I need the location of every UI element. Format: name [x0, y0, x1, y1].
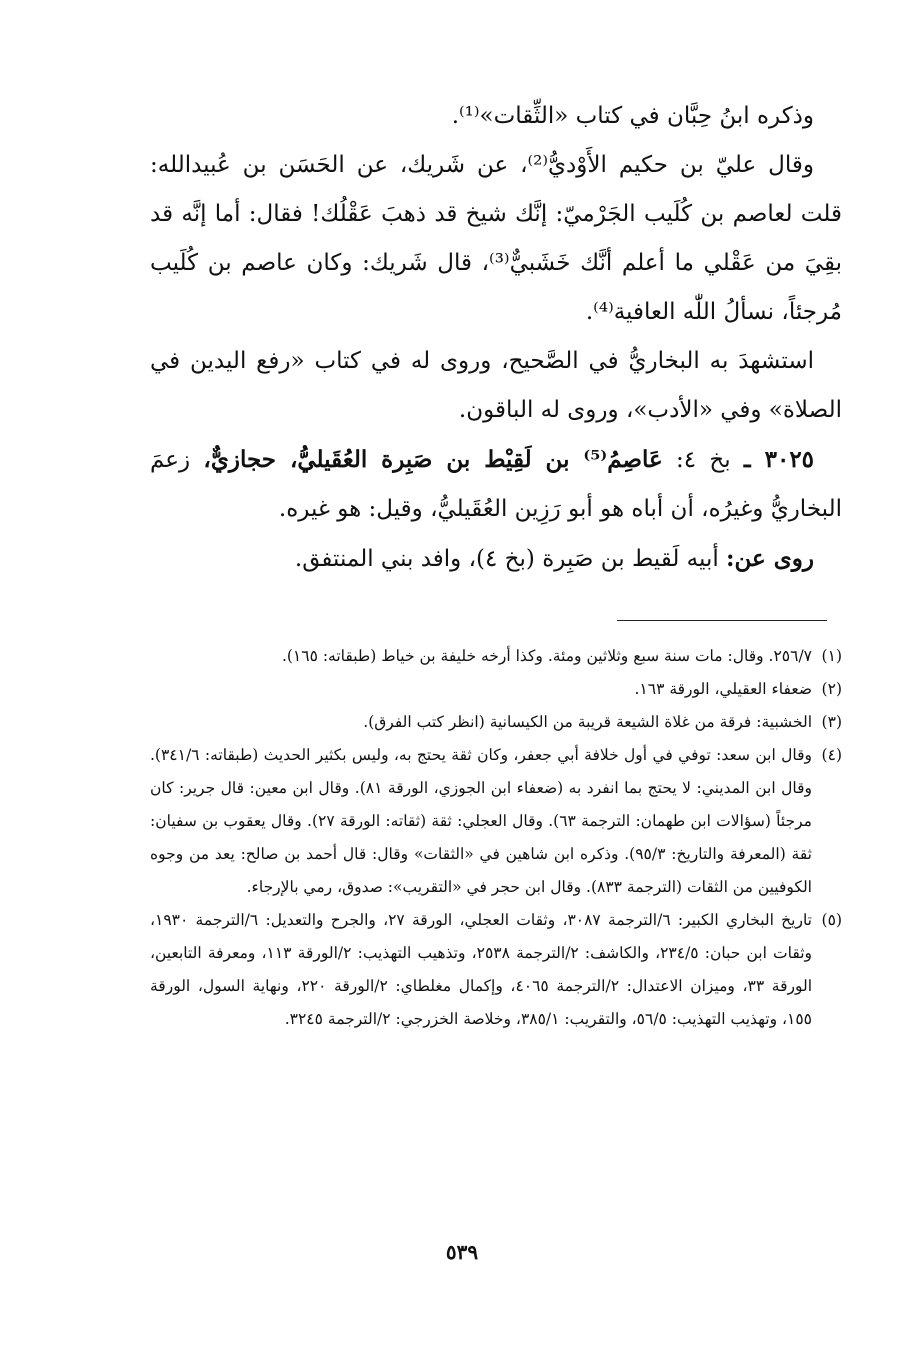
- footnote: [150, 673, 842, 706]
- footnote-mark: (٥): [821, 911, 842, 929]
- entry-description: زعمَ البخاريُّ وغيرُه، أن أباه هو أبو رَزِين العُقَيليُّ، وقيل: هو غيره.: [150, 447, 842, 522]
- page-number: ٥٣٩: [445, 1240, 479, 1264]
- footnote-text: الخشبية: فرقة من غلاة الشيعة قريبة من الكيسانية (انظر كتب الفرق).: [363, 713, 812, 731]
- paragraph-ibn-hibban: وذكره ابنُ حِبَّان في كتاب «الثِّقات»⁽¹⁾.: [451, 103, 814, 129]
- footnote: [150, 640, 842, 673]
- main-text: [150, 92, 842, 584]
- entry-name: عَاصِمُ⁽⁵⁾ بن لَقِيْط بن صَبِرة العُقَيليُّ، حجازيٌّ،: [203, 446, 663, 473]
- footnote-divider: [617, 620, 827, 621]
- footnote: [150, 739, 842, 904]
- entry-code: بخ ٤:: [676, 447, 731, 473]
- footnote: [150, 706, 842, 739]
- footnote-mark: (١): [821, 647, 842, 665]
- paragraph-bukhari: استشهدَ به البخاريُّ في الصَّحيح، وروى له في كتاب «رفع اليدين في الصلاة» وفي «الأدب»، وروى له الباقون.: [150, 348, 842, 423]
- rawa-text: أبيه لَقيط بن صَبِرة (بخ ٤)، وافد بني المنتفق.: [294, 546, 719, 572]
- entry-number: ٣٠٢٥ ـ: [743, 446, 815, 473]
- entry-heading: [150, 435, 842, 534]
- footnote-mark: (٢): [821, 680, 842, 698]
- footnote-text: وقال ابن سعد: توفي في أول خلافة أبي جعفر، وكان ثقة يحتج به، وليس بكثير الحديث (طبقاته: ٣٤١/٦). وقال ابن المديني: لا يحتج بما انفرد به (ضعفاء ابن الجوزي، الورقة ٨١). وقال ابن معين: قال جرير: كان مرجئاً (سؤالات ابن طهمان: الترجمة ٦٣). وقال العجلي: ثقة (ثقاته: الورقة ٢٧). وقال يعقوب بن سفيان: ثقة (المعرفة والتاريخ: ٩٥/٣). وذكره ابن شاهين في «الثقات» وقال: قال أحمد بن صالح: يعد من وجوه الكوفيين من الثقات (الترجمة ٨٣٣). وقال ابن حجر في «التقريب»: صدوق، رمي بالإرجاء.: [150, 746, 812, 896]
- footnote-text: ضعفاء العقيلي، الورقة ١٦٣.: [634, 680, 812, 698]
- paragraph-ali-bin-hakim: وقال عليّ بن حكيم الأَوْديُّ⁽²⁾، عن شَريك، عن الحَسَن بن عُبيدالله: قلت لعاصم بن كُلَيب الجَرْميّ: إنَّك شيخ قد ذهبَ عَقْلُك! فقال: أما إنَّه قد بقِيَ من عَقْلي ما أعلم أنَّك خَشَبيٌّ⁽³⁾، قال شَريك: وكان عاصم بن كُلَيب مُرجئاً، نسألُ اللّٰه العافية⁽⁴⁾.: [150, 152, 843, 325]
- footnote-text: ٢٥٦/٧. وقال: مات سنة سبع وثلاثين ومئة. وكذا أرخه خليفة بن خياط (طبقاته: ١٦٥).: [281, 647, 812, 665]
- rawa-line: [150, 534, 842, 584]
- footnote: [150, 904, 842, 1036]
- rawa-label: روى عن:: [726, 545, 814, 572]
- footnote-text: تاريخ البخاري الكبير: ٦/الترجمة ٣٠٨٧، وثقات العجلي، الورقة ٢٧، والجرح والتعديل: ٦/الترجمة ١٩٣٠، وثقات ابن حبان: ٢٣٤/٥، والكاشف: ٢/الترجمة ٢٥٣٨، وتذهيب التهذيب: ٢/الورقة ١١٣، ومعرفة التابعين، الورقة ٣٣، وميزان الاعتدال: ٢/الترجمة ٤٠٦٥، وإكمال مغلطاي: ٢/الورقة ٢٢٠، ونهاية السول، الورقة ١٥٥، وتهذيب التهذيب: ٥٦/٥، والتقريب: ٣٨٥/١، وخلاصة الخزرجي: ٢/الترجمة ٣٢٤٥.: [150, 911, 813, 1028]
- footnote-mark: (٤): [821, 746, 842, 764]
- footnote-mark: (٣): [821, 713, 842, 731]
- footnotes: [150, 640, 842, 1036]
